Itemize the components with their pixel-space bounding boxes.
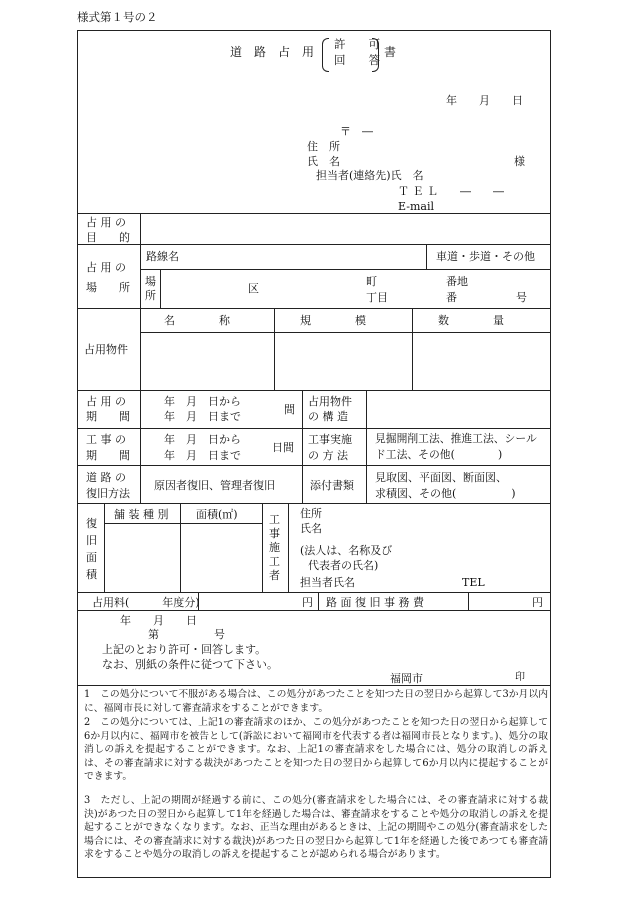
structure-label-1: 占用物件 xyxy=(308,395,352,408)
corp-note-1: (法人は、名称及び xyxy=(300,544,393,557)
ward-label: 区 xyxy=(248,282,259,295)
contact-label: 担当者(連絡先)氏 名 xyxy=(316,169,424,182)
fee-label: 占用料( 年度分) xyxy=(92,596,200,609)
contractor-address-label: 住所 xyxy=(300,507,322,520)
email-label: E-mail xyxy=(398,200,434,213)
location-label-2: 場 所 xyxy=(86,281,130,294)
banchi-label: 番地 xyxy=(446,275,468,288)
purpose-label-1: 占 用 の xyxy=(86,216,126,229)
road-type-options: 車道・歩道・その他 xyxy=(436,250,535,263)
office-fee-label: 路 面 復 旧 事 務 費 xyxy=(326,596,424,609)
title-prefix: 道 路 占 用 xyxy=(230,45,315,59)
approval-text-2: なお、別紙の条件に従つて下さい。 xyxy=(102,658,278,671)
form-number: 様式第１号の２ xyxy=(77,10,158,24)
applicant-address-label: 住 所 xyxy=(307,140,340,153)
paving-type-header: 舗 装 種 別 xyxy=(114,508,169,521)
tel-label: Ｔ Ｅ Ｌ ― ― xyxy=(398,185,504,198)
period-unit: 間 xyxy=(284,403,295,416)
postal-code: 〒 ― xyxy=(340,125,373,138)
objects-label: 占用物件 xyxy=(84,343,128,356)
fee-yen: 円 xyxy=(302,596,313,609)
approval-text-1: 上記のとおり許可・回答します。 xyxy=(102,643,267,656)
method-text-2: ド工法、その他( ) xyxy=(375,448,503,461)
contractor-label-4: 工 xyxy=(269,555,280,568)
purpose-label-2: 目 的 xyxy=(86,231,130,244)
contractor-label-3: 施 xyxy=(269,541,280,554)
approval-number: 第 号 xyxy=(148,628,225,641)
route-name-label: 路線名 xyxy=(146,250,179,263)
restore-methods: 原因者復旧、管理者復旧 xyxy=(154,479,275,492)
period-label-2: 期 間 xyxy=(86,410,130,423)
area-label-1: 復 xyxy=(86,517,97,530)
title-left-brace xyxy=(322,38,329,72)
title-right-brace xyxy=(372,38,379,72)
corp-note-2: 代表者の氏名) xyxy=(308,559,379,572)
contractor-name-label: 氏名 xyxy=(300,522,322,535)
attachments-text-2: 求積図、その他( ) xyxy=(375,487,516,500)
area-label-3: 面 xyxy=(86,551,97,564)
period-from: 年 月 日から xyxy=(164,395,241,408)
attachments-label: 添付書類 xyxy=(310,479,354,492)
title-option-permit: 許 可 xyxy=(334,37,380,51)
title-option-reply: 回 答 xyxy=(334,53,380,67)
work-from: 年 月 日から xyxy=(164,433,241,446)
area-label-4: 積 xyxy=(86,568,97,581)
note-2: 2 この処分については、上記1の審査請求のほか、この処分があつたことを知つた日の翌日から起算して6か月以内に、福岡市を被告として(訴訟において福岡市を代表する者は福岡市長となります。)、処分の取消しの訴えを提起することができます。なお、上記1の審査請求をした場合には、処分の取消しの訴えは、その審査請求に対する裁決があつたことを知つた日の翌日から起算して6か月以内に提起することができます。 xyxy=(84,717,548,782)
contractor-label-5: 者 xyxy=(269,569,280,582)
location-label-1: 占 用 の xyxy=(86,261,126,274)
place-label-2: 所 xyxy=(145,289,156,302)
method-label-2: の 方 法 xyxy=(308,449,348,462)
application-date: 年 月 日 xyxy=(446,94,523,107)
place-label-1: 場 xyxy=(145,275,156,288)
objects-col-spec: 規 模 xyxy=(300,314,366,327)
note-1: 1 この処分について不服がある場合は、この処分があつたことを知つた日の翌日から起算して3か月以内に、福岡市長に対して審査請求をすることができます。 xyxy=(84,689,548,714)
contractor-tel-label: TEL xyxy=(462,576,485,589)
area-header: 面積(㎡) xyxy=(196,508,238,521)
title-suffix: 書 xyxy=(384,45,397,59)
objects-col-name: 名 称 xyxy=(164,314,230,327)
method-text-1: 見掘開削工法、推進工法、シール xyxy=(375,432,537,445)
note-3: 3 ただし、上記の期間が経過する前に、この処分(審査請求をした場合には、その審査請求に対する裁決)があつた日の翌日から起算して1年を経過した場合は、審査請求をすることや処分の取消しの訴えを提起することができなくなります。なお、正当な理由があるときは、上記の期間やこの処分(審査請求をした場合には、その審査請求に対する裁決)があつた日の翌日から起算して1年を経過した後であつても審査請求をすることや処分の取消しの訴えを提起することが認められる場合があります。 xyxy=(84,795,548,860)
office-fee-yen: 円 xyxy=(532,596,543,609)
restore-label-2: 復旧方法 xyxy=(86,487,130,500)
area-label-2: 旧 xyxy=(86,534,97,547)
contractor-label-2: 事 xyxy=(269,527,280,540)
work-to: 年 月 日まで xyxy=(164,449,241,462)
objects-col-qty: 数 量 xyxy=(438,314,504,327)
official-seal: 印 xyxy=(515,672,525,683)
chome-label: 丁目 xyxy=(366,291,388,304)
period-label-1: 占 用 の xyxy=(86,395,126,408)
contractor-label-1: 工 xyxy=(269,513,280,526)
work-label-1: 工 事 の xyxy=(86,433,126,446)
attachments-text-1: 見取図、平面図、断面図、 xyxy=(375,471,507,484)
honorific: 様 xyxy=(514,155,525,168)
structure-label-2: の 構 造 xyxy=(308,410,348,423)
applicant-name-label: 氏 名 xyxy=(307,155,340,168)
period-to: 年 月 日まで xyxy=(164,410,241,423)
work-unit: 日間 xyxy=(272,441,294,454)
ban-label: 番 xyxy=(446,291,457,304)
town-label: 町 xyxy=(366,275,377,288)
approval-date: 年 月 日 xyxy=(120,614,197,627)
issuer-city: 福岡市 xyxy=(390,672,423,685)
method-label-1: 工事実施 xyxy=(308,433,352,446)
restore-label-1: 道 路 の xyxy=(86,471,126,484)
contractor-person-label: 担当者氏名 xyxy=(300,576,355,589)
work-label-2: 期 間 xyxy=(86,449,130,462)
go-label: 号 xyxy=(516,291,527,304)
